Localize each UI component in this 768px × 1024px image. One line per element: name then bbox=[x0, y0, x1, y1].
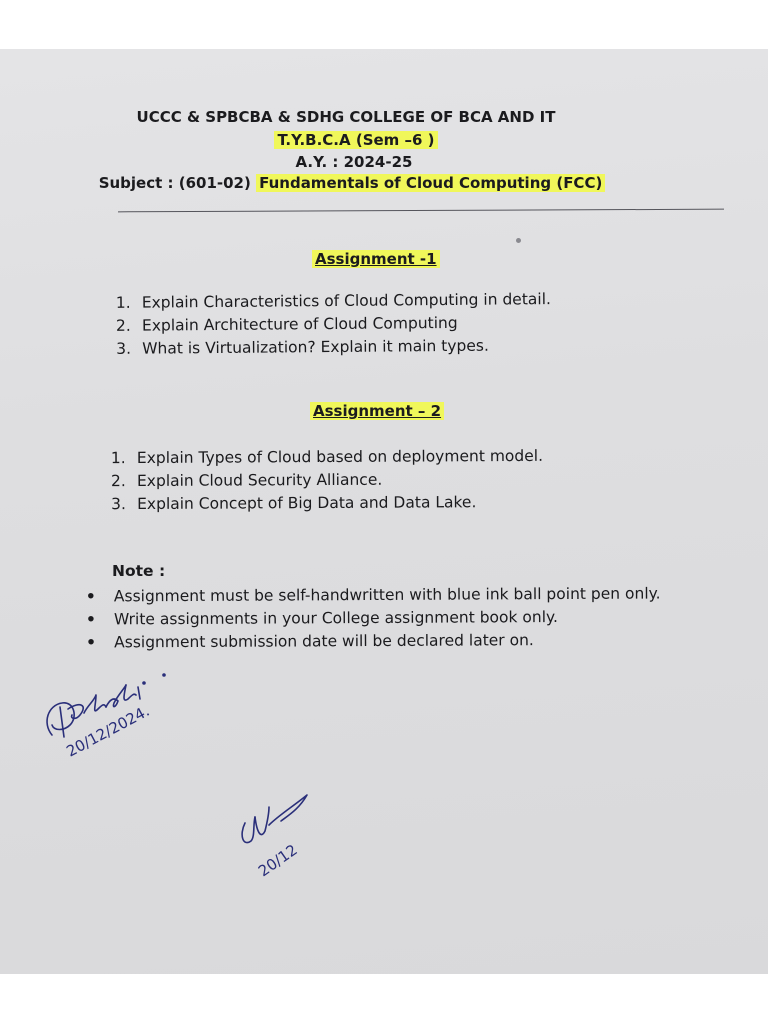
note-list bbox=[86, 584, 661, 656]
subject-line bbox=[0, 174, 736, 192]
question-text: What is Virtualization? Explain it main types. bbox=[142, 336, 489, 358]
question-text: Explain Types of Cloud based on deployment model. bbox=[136, 446, 544, 467]
assignment-1-heading bbox=[312, 250, 440, 268]
question-text: Explain Concept of Big Data and Data Lake. bbox=[137, 493, 477, 513]
note-text: Assignment must be self-handwritten with blue ink ball point pen only. bbox=[113, 584, 661, 606]
question-text: Explain Cloud Security Alliance. bbox=[136, 470, 383, 490]
college-name: UCCC & SPBCBA & SDHG COLLEGE OF BCA AND IT bbox=[136, 108, 556, 126]
signature-1 bbox=[40, 665, 180, 765]
note-text: Write assignments in your College assignment book only. bbox=[113, 608, 558, 629]
list-item bbox=[86, 584, 661, 610]
list-item bbox=[86, 630, 661, 656]
question-number: 3. bbox=[116, 339, 132, 358]
question-number: 2. bbox=[110, 472, 126, 491]
signature-2 bbox=[235, 785, 325, 885]
question-text: Explain Characteristics of Cloud Computing in detail. bbox=[141, 290, 551, 312]
question-text: Explain Architecture of Cloud Computing bbox=[141, 313, 458, 335]
signature-1-date: 20/12/2024. bbox=[63, 701, 153, 761]
list-item bbox=[111, 470, 543, 495]
subject-prefix: Subject : (601-02) bbox=[98, 174, 251, 192]
signature-2-date: 20/12 bbox=[254, 840, 301, 881]
class-name-text: T.Y.B.C.A (Sem –6 ) bbox=[274, 131, 437, 149]
subject-name: Fundamentals of Cloud Computing (FCC) bbox=[256, 174, 605, 192]
paper-speck bbox=[516, 238, 521, 243]
assignment-1-questions bbox=[116, 290, 552, 363]
list-item bbox=[116, 336, 551, 363]
bullet-icon: • bbox=[86, 633, 97, 652]
bullet-icon: • bbox=[85, 610, 96, 629]
assignment-1-title: Assignment -1 bbox=[312, 250, 440, 268]
assignment-2-questions bbox=[111, 447, 543, 518]
list-item bbox=[111, 493, 543, 518]
assignment-2-heading bbox=[310, 402, 444, 420]
assignment-2-title: Assignment – 2 bbox=[310, 402, 444, 420]
question-number: 1. bbox=[115, 293, 131, 312]
list-item bbox=[111, 447, 543, 472]
academic-year: A.Y. : 2024-25 bbox=[295, 153, 413, 171]
bullet-icon: • bbox=[85, 587, 96, 606]
class-name bbox=[0, 131, 740, 149]
question-number: 1. bbox=[110, 449, 126, 468]
list-item bbox=[86, 607, 661, 633]
note-text: Assignment submission date will be declared later on. bbox=[114, 631, 534, 652]
question-number: 3. bbox=[111, 495, 126, 514]
note-title: Note : bbox=[112, 562, 166, 580]
question-number: 2. bbox=[115, 316, 131, 335]
